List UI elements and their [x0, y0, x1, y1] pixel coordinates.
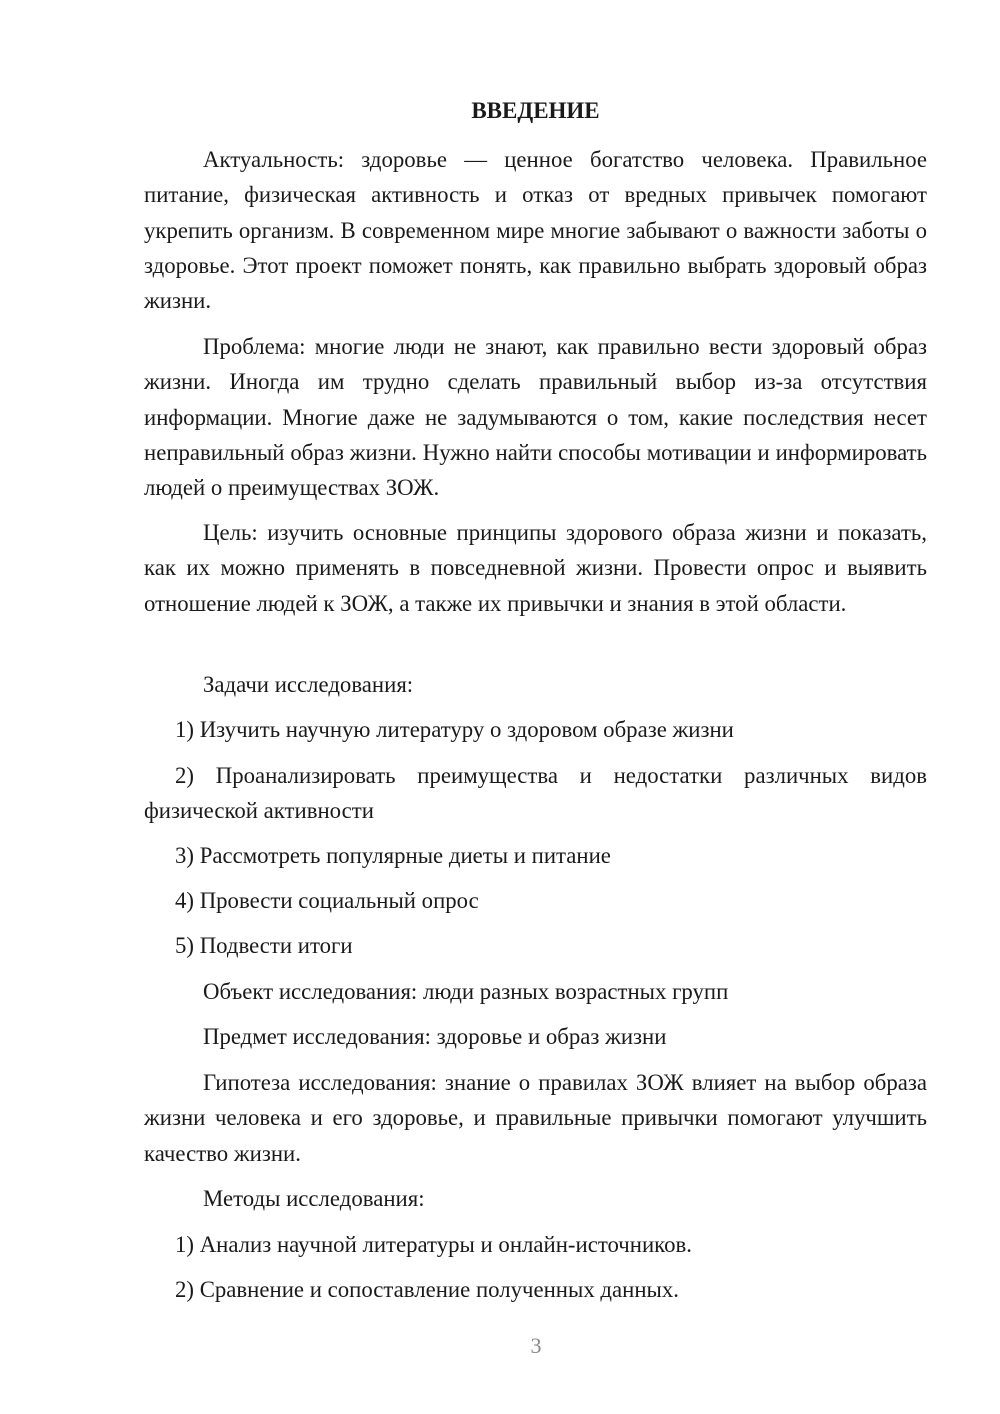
task-item: 4) Провести социальный опрос — [175, 888, 479, 913]
task-item: 2) Проанализировать преимущества и недостатки различных видов физической активности — [144, 763, 927, 824]
problem-paragraph: Проблема: многие люди не знают, как правильно вести здоровый образ жизни. Иногда им трудно сделать правильный выбор из-за отсутствия информации. Многие даже не задумываются о том, какие последствия несет неправильный образ жизни. Нужно найти способы мотивации и информировать людей о преимуществах ЗОЖ. — [144, 334, 927, 501]
method-item: 1) Анализ научной литературы и онлайн-источников. — [175, 1232, 692, 1257]
tasks-heading: Задачи исследования: — [203, 672, 414, 697]
subject-paragraph: Предмет исследования: здоровье и образ жизни — [203, 1024, 667, 1049]
task-item: 3) Рассмотреть популярные диеты и питание — [175, 843, 611, 868]
page-number: 3 — [530, 1333, 542, 1358]
methods-heading: Методы исследования: — [203, 1186, 425, 1211]
task-item: 5) Подвести итоги — [175, 933, 353, 958]
section-heading: ВВЕДЕНИЕ — [471, 98, 600, 123]
method-item: 2) Сравнение и сопоставление полученных данных. — [175, 1277, 679, 1302]
hypothesis-paragraph: Гипотеза исследования: знание о правилах ЗОЖ влияет на выбор образа жизни человека и его здоровье, и правильные привычки помогают улучшить качество жизни. — [144, 1070, 927, 1166]
goal-paragraph: Цель: изучить основные принципы здорового образа жизни и показать, как их можно применять в повседневной жизни. Провести опрос и выявить отношение людей к ЗОЖ, а также их привычки и знания в этой области. — [144, 520, 927, 616]
task-item: 1) Изучить научную литературу о здоровом образе жизни — [175, 717, 734, 742]
object-paragraph: Объект исследования: люди разных возрастных групп — [203, 979, 729, 1004]
relevance-paragraph: Актуальность: здоровье — ценное богатство человека. Правильное питание, физическая активность и отказ от вредных привычек помогают укрепить организм. В современном мире многие забывают о важности заботы о здоровье. Этот проект поможет понять, как правильно выбрать здоровый образ жизни. — [144, 147, 927, 314]
